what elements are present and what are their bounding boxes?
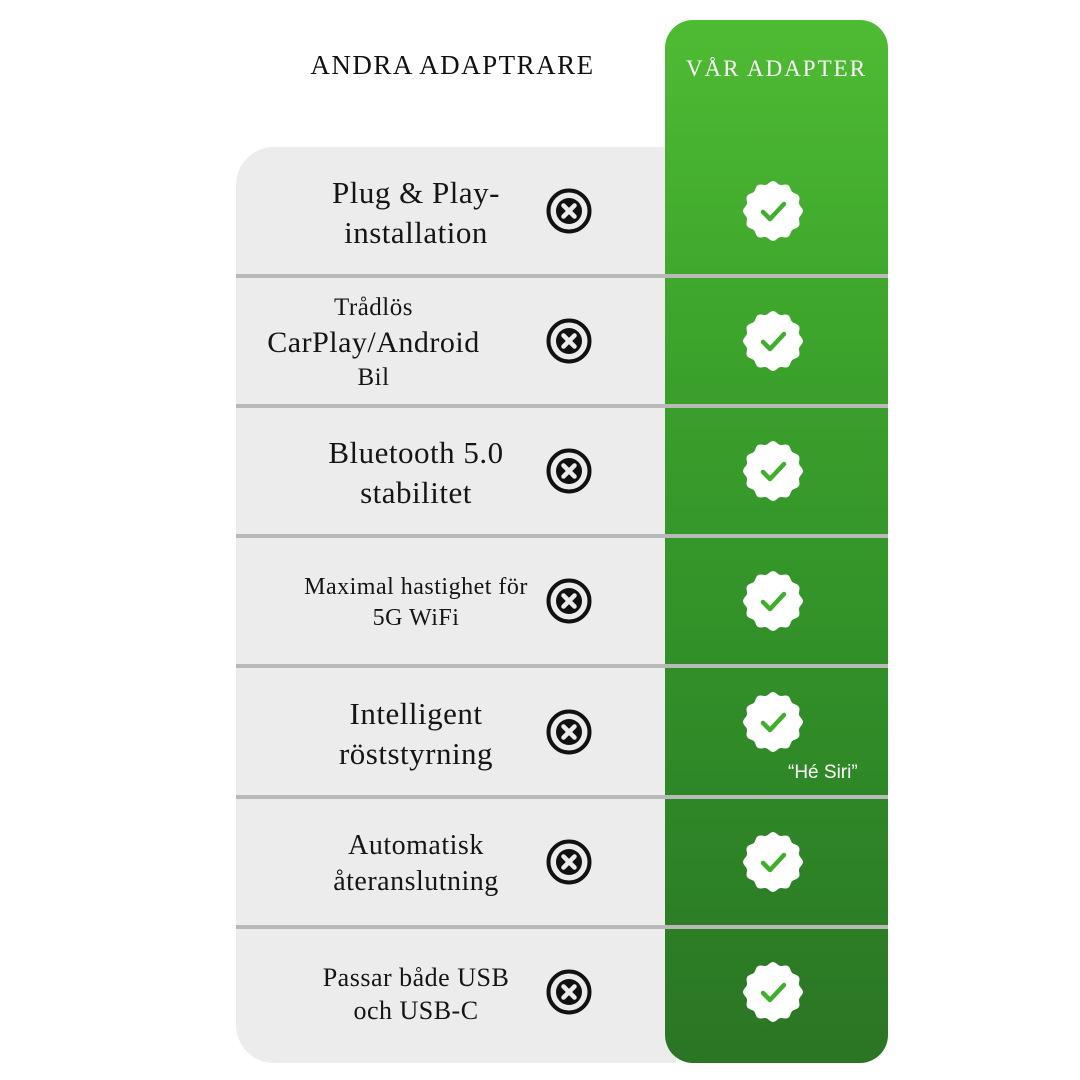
check-badge-icon — [741, 309, 805, 373]
siri-note: “Hé Siri” — [788, 762, 858, 783]
feature-label — [286, 148, 546, 278]
feature-label — [286, 538, 546, 668]
feature-label-line: röststyrning — [338, 736, 494, 771]
feature-label-line: Maximal hastighet för — [304, 574, 528, 601]
feature-label-line: Intelligent — [349, 696, 483, 732]
cross-circle-icon — [545, 317, 593, 365]
feature-label-line: återanslutning — [333, 866, 499, 897]
comparison-row — [236, 669, 888, 799]
row-divider — [236, 404, 888, 408]
row-divider — [236, 534, 888, 538]
feature-label — [286, 929, 546, 1059]
feature-label-line: CarPlay/Android — [267, 325, 480, 359]
feature-label-line: Plug & Play- — [332, 175, 500, 211]
feature-label-line: Trådlös — [333, 293, 413, 321]
feature-label-line: stabilitet — [360, 475, 472, 510]
feature-label — [286, 669, 546, 799]
check-badge-icon — [741, 960, 805, 1024]
comparison-row — [236, 538, 888, 668]
comparison-row — [236, 278, 888, 408]
comparison-row — [236, 929, 888, 1059]
feature-label-line: och USB-C — [353, 996, 479, 1025]
cross-circle-icon — [545, 577, 593, 625]
cross-circle-icon — [545, 838, 593, 886]
feature-label-line: installation — [344, 215, 488, 250]
feature-label-line: Automatisk — [348, 830, 484, 862]
check-badge-icon — [741, 179, 805, 243]
ours-column-header: VÅR ADAPTER — [685, 56, 868, 81]
others-column-header: ANDRA ADAPTRARE — [310, 50, 595, 80]
feature-label-line: Passar både USB — [322, 962, 510, 992]
check-badge-icon — [741, 439, 805, 503]
feature-label — [286, 408, 546, 538]
row-divider — [236, 925, 888, 929]
check-badge-icon — [741, 830, 805, 894]
feature-label — [246, 278, 501, 408]
cross-circle-icon — [545, 708, 593, 756]
feature-label — [286, 799, 546, 929]
comparison-row — [236, 408, 888, 538]
cross-circle-icon — [545, 447, 593, 495]
check-badge-icon — [741, 690, 805, 754]
comparison-row — [236, 799, 888, 929]
feature-label-line: Bluetooth 5.0 — [328, 435, 504, 471]
feature-label-line: 5G WiFi — [372, 605, 460, 631]
row-divider — [236, 274, 888, 278]
check-badge-icon — [741, 569, 805, 633]
row-divider — [236, 664, 888, 668]
comparison-row — [236, 148, 888, 278]
cross-circle-icon — [545, 187, 593, 235]
feature-label-line: Bil — [357, 364, 390, 392]
row-divider — [236, 795, 888, 799]
cross-circle-icon — [545, 968, 593, 1016]
